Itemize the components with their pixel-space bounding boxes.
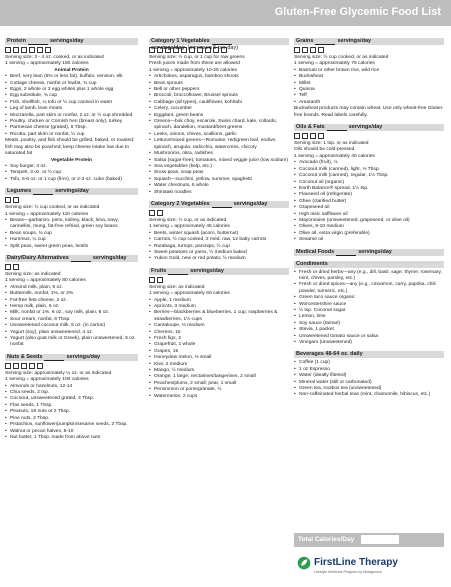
food-item: • Cabbage (all types), cauliflower, kohlrabi	[149, 100, 289, 106]
serving-checkbox[interactable]	[221, 47, 227, 53]
serving-note: Serving size: ½ cup, or as indicated	[149, 217, 227, 223]
food-item: • Nut butter, 1 Tbsp. made from above nuts	[5, 435, 138, 441]
serving-note: Serving size: ½ cup, or 1 cup for raw greens	[149, 55, 245, 60]
serving-note: Meats, poultry, and fish should be grilled, baked, or roasted; fish may also be poached; keep cheese intake low due to saturated fat	[5, 138, 135, 157]
servings-suffix: servings/day	[348, 124, 383, 131]
serving-checkbox[interactable]	[5, 47, 11, 53]
food-item: • Beef, very lean (5% or less fat), buffalo, venison, elk	[5, 74, 138, 80]
serving-checkbox[interactable]	[302, 133, 308, 139]
serving-note: 1 serving = approximately 100 calories	[5, 377, 89, 383]
total-calories-field[interactable]	[361, 535, 399, 544]
food-item: • Coconut milk (canned), regular, 1½ Tbsp.	[294, 173, 444, 179]
section-title: Category 2 Vegetables	[151, 200, 210, 207]
food-list	[149, 74, 289, 196]
food-list	[294, 160, 444, 243]
serving-note: Buckwheat products may contain wheat. Use only wheat-free Gluten-free brands. Read labels carefully.	[294, 106, 444, 118]
serving-note: 1 serving = approximately 40 calories	[294, 153, 375, 159]
servings-suffix: servings/day	[358, 248, 392, 255]
food-item: • Leeks, onions, chives, scallions, garlic	[149, 132, 289, 138]
servings-note: (minimum 5 per day)	[187, 45, 239, 51]
food-item: • Unsweetened coconut milk, 8 oz. (in carton)	[5, 323, 138, 329]
food-item: • Mushrooms, okra, radishes	[149, 151, 289, 157]
serving-checkbox[interactable]	[181, 47, 187, 53]
servings-suffix: servings/day	[233, 200, 268, 207]
serving-checkbox[interactable]	[29, 47, 35, 53]
food-item: • Peanuts, 18 nuts or 2 Tbsp.	[5, 409, 138, 415]
food-item: • Grapeseed oil	[294, 205, 444, 211]
serving-checkbox[interactable]	[205, 47, 211, 53]
food-item: • Fresh or dried spices—any (e.g., cinnamon, curry, paprika, chili powder, turmeric, etc.)	[294, 282, 444, 295]
servings-blank[interactable]	[33, 189, 53, 195]
serving-note: Serving size: approximately ¼ oz. or as indicated	[5, 370, 112, 376]
food-item: • Watermelon, 2 cups	[149, 394, 289, 400]
food-item: • Lettuce/mixed greens—Romaine, red/green leaf, endive, spinach, arugula, radicchio, watercress, chicory	[149, 138, 289, 151]
section-heading	[294, 261, 444, 268]
food-item: • Eggs, 2 whole or 3 egg whites plus 1 whole egg	[5, 87, 138, 93]
food-item: • Peaches/plums, 2 small; pear, 1 small	[149, 381, 289, 387]
servings-suffix: servings/day	[190, 267, 224, 274]
section-title: Beverages 48-64 oz. daily	[296, 351, 363, 358]
serving-checkbox[interactable]	[5, 264, 11, 270]
page-header	[0, 0, 451, 26]
servings-blank[interactable]	[28, 39, 48, 45]
section-heading	[149, 201, 289, 208]
food-item: • Almonds or hazelnuts, 12-14	[5, 384, 138, 390]
serving-checkbox[interactable]	[197, 47, 203, 53]
food-list	[5, 74, 138, 138]
section-title: Nuts & Seeds	[7, 353, 43, 360]
section-title: Grains	[296, 38, 314, 44]
section-category-2-vegetables	[149, 201, 289, 263]
food-item: • Salsa (sugar-free), tomatoes, mixed veggie juice (low sodium)	[149, 158, 289, 164]
food-item: • Sweet potatoes or yams, ½ medium baked	[149, 250, 289, 256]
serving-checkbox[interactable]	[294, 47, 300, 53]
serving-checkbox[interactable]	[294, 133, 300, 139]
food-item: • Beets, winter squash (acorn, butternut)	[149, 231, 289, 237]
servings-suffix: servings/day	[92, 254, 127, 261]
food-item: • Persimmon or pomegranate, ½	[149, 387, 289, 393]
food-item: • Basmati or other brown rice, wild rice	[294, 68, 444, 74]
serving-checkbox[interactable]	[5, 363, 11, 369]
serving-checkbox[interactable]	[13, 363, 19, 369]
food-item: • Lemon, lime	[294, 314, 444, 320]
servings-suffix: servings/day	[151, 45, 185, 51]
food-item: • Cantaloupe, ⅓ medium	[149, 323, 289, 329]
serving-note: 1 serving = approximately 150 calories	[5, 61, 89, 67]
food-list	[149, 298, 289, 401]
food-item: • Vinegars (unsweetened)	[294, 340, 444, 346]
servings-suffix: servings/day	[66, 353, 101, 360]
food-item: • Coconut milk (canned), light, ⅓ Tbsp.	[294, 167, 444, 173]
food-item: • Coconut oil (organic)	[294, 180, 444, 186]
food-item: • Cherries, 15	[149, 330, 289, 336]
food-item: • Pine nuts, 2 Tbsp.	[5, 416, 138, 422]
brand-tagline: Lifestyle Medicine Program by Metagenics	[314, 570, 382, 574]
column-3	[294, 38, 444, 404]
food-item: • Millet	[294, 81, 444, 87]
serving-checkbox[interactable]	[37, 47, 43, 53]
food-item: • Flax seeds, 1 Tbsp.	[5, 403, 138, 409]
food-item: • Green tea, rooibos tea (unsweetened)	[294, 386, 444, 392]
food-item: • Mineral water (still or carbonated)	[294, 380, 444, 386]
food-item: • Olives, 8-10 medium	[294, 224, 444, 230]
food-list	[5, 285, 138, 349]
section-title: Category 1 Vegetables	[151, 38, 210, 44]
serving-note: 1 serving = approximately 45 calories	[149, 224, 230, 230]
section-heading	[149, 268, 289, 275]
food-item: • Shirataki noodles	[149, 190, 289, 196]
food-item: • Milk, nonfat or 1%, 6 oz., soy milk, plain, 8 oz.	[5, 310, 138, 316]
column-1	[5, 38, 138, 446]
food-item: • Orange, 1 large; nectarines/tangerines, 2 small	[149, 374, 289, 380]
food-item: • Squash—zucchini, yellow, summer, spaghetti	[149, 177, 289, 183]
subheading: Animal Protein	[54, 67, 89, 73]
food-item: • Unsweetened tomato sauce or salsa	[294, 334, 444, 340]
brand-name: FirstLine Therapy	[314, 557, 398, 568]
food-item: • High oleic safflower oil	[294, 212, 444, 218]
food-list	[294, 270, 444, 347]
serving-note: Serving size: as indicated	[149, 284, 205, 290]
serving-note: 1 serving = approximately 80 calories	[5, 278, 86, 284]
food-item: • Fresh figs, 2	[149, 336, 289, 342]
servings-suffix: servings/day	[55, 188, 89, 195]
food-item: • Buckwheat	[294, 74, 444, 80]
subheading: Vegetable Protein	[50, 157, 93, 163]
serving-note: Serving size: 1 tsp. or as indicated	[294, 141, 369, 147]
section-heading	[5, 38, 138, 45]
serving-checkbox[interactable]	[189, 47, 195, 53]
food-item: • Mayonnaise (unsweetened, grapeseed, or olive oil)	[294, 218, 444, 224]
serving-checkboxes	[5, 363, 138, 369]
food-item: • Flaxseed oil (refrigerate)	[294, 192, 444, 198]
food-item: • Fish, shellfish, ¼ tofu or ½ cup canned in water	[5, 100, 138, 106]
food-item: • Fat-free feta cheese, 2 oz.	[5, 298, 138, 304]
serving-note: Oils should be cold-pressed	[294, 147, 355, 153]
food-item: • Coconut, unsweetened grated, 3 Tbsp.	[5, 396, 138, 402]
serving-checkboxes	[149, 277, 289, 283]
serving-note: Fresh juices made from these are allowed	[149, 61, 240, 67]
section-heading	[5, 354, 138, 361]
food-item: • Water chestnuts, 5 whole	[149, 183, 289, 189]
food-item: • Avocado (fruit), ⅛	[294, 160, 444, 166]
serving-checkboxes	[294, 47, 444, 53]
serving-checkbox[interactable]	[173, 47, 179, 53]
section-heading	[149, 38, 289, 51]
section-condiments	[294, 261, 444, 347]
serving-checkbox[interactable]	[318, 47, 324, 53]
serving-note: 1 serving = approximately 10-25 calories	[149, 67, 237, 73]
food-item: • Hemp milk, plain, 6 oz.	[5, 304, 138, 310]
food-item: • Almond milk, plain, 8 oz.	[5, 285, 138, 291]
section-legumes	[5, 188, 138, 250]
food-list	[5, 164, 138, 183]
food-item: • Sea vegetables (kelp, etc.)	[149, 164, 289, 170]
serving-note: 1 serving = approximately 110 calories	[5, 211, 89, 217]
serving-checkbox[interactable]	[149, 277, 155, 283]
food-item: • Amaranth	[294, 100, 444, 106]
section-title: Legumes	[7, 188, 32, 195]
serving-checkbox[interactable]	[157, 210, 163, 216]
section-heading	[294, 38, 444, 45]
food-item: • Green taco sauce organic	[294, 295, 444, 301]
servings-blank[interactable]	[315, 39, 335, 45]
section-heading	[294, 351, 444, 358]
food-item: • Chia seeds, 2 tsp.	[5, 390, 138, 396]
food-item: • Artichokes, asparagus, bamboo shoots	[149, 74, 289, 80]
food-item: • ½ tsp. Coconut sugar	[294, 308, 444, 314]
food-item: • Water (ideally filtered)	[294, 373, 444, 379]
food-item: • Ghee (clarified butter)	[294, 199, 444, 205]
serving-checkboxes	[5, 264, 138, 270]
food-list	[294, 360, 444, 398]
serving-checkbox[interactable]	[13, 197, 19, 203]
food-item: • Soy sauce (tamari)	[294, 321, 444, 327]
section-title: Medical Foods	[296, 248, 335, 255]
serving-checkbox[interactable]	[21, 363, 27, 369]
food-item: • Stevia, 1 packet	[294, 327, 444, 333]
food-item: • Bell or other peppers	[149, 87, 289, 93]
food-item: • Mango, ½ medium	[149, 368, 289, 374]
food-item: • Worcestershire sauce	[294, 302, 444, 308]
servings-suffix: servings/day	[49, 38, 84, 44]
section-protein	[5, 38, 138, 183]
section-dairy-dairy-alternatives	[5, 255, 138, 349]
serving-checkbox[interactable]	[157, 47, 163, 53]
serving-checkbox[interactable]	[213, 47, 219, 53]
food-item: • Earth Balance® spread, 1½ tsp.	[294, 186, 444, 192]
serving-checkbox[interactable]	[29, 363, 35, 369]
serving-note: Serving size: 3 - 4 oz. cooked, or as indicated	[5, 55, 104, 60]
serving-checkboxes	[294, 133, 444, 139]
food-item: • Rutabaga, turnips, parsnips, ½ cup	[149, 244, 289, 250]
section-heading	[5, 188, 138, 195]
servings-blank[interactable]	[168, 269, 188, 275]
food-item: • Grapes, 15	[149, 349, 289, 355]
section-heading	[5, 255, 138, 262]
food-item: • Bean soups, ¾ cup	[5, 231, 138, 237]
serving-checkbox[interactable]	[13, 264, 19, 270]
section-title: Protein	[7, 38, 26, 44]
serving-checkbox[interactable]	[149, 210, 155, 216]
food-item: • Greens—bok choy, escarole, Swiss chard, kale, collards, spinach, dandelion, mustard/beet greens	[149, 119, 289, 132]
food-item: • Beans—garbanzo, pinto, kidney, black, lima, navy, cannellini, mung, fat-free refried, green soy beans	[5, 218, 138, 231]
servings-blank[interactable]	[327, 125, 347, 131]
food-item: • Tofu, 5-6 oz. or 1 cup (firm), or 2-3 oz. cube (baked)	[5, 177, 138, 183]
serving-note: 1 serving = approximately 75 calories	[294, 61, 375, 67]
section-beverages-48-64-oz-daily	[294, 351, 444, 398]
food-item: • Apricots, 3 medium	[149, 304, 289, 310]
food-item: • Bean sprouts	[149, 81, 289, 87]
serving-checkbox[interactable]	[5, 197, 11, 203]
servings-blank[interactable]	[71, 256, 91, 262]
section-fruits	[149, 268, 289, 400]
serving-note: Serving size: ½ cup cooked, or as indicated	[294, 55, 389, 60]
food-item: • Olive oil, extra virgin (preferable)	[294, 231, 444, 237]
serving-checkbox[interactable]	[45, 47, 51, 53]
section-medical-foods	[294, 249, 444, 256]
food-item: • Parmesan cheese (grated), 6 Tbsp.	[5, 125, 138, 131]
food-item: • Apple, 1 medium	[149, 298, 289, 304]
food-item: • Honeydew melon, ⅓ small	[149, 355, 289, 361]
brand-logo	[294, 553, 444, 581]
serving-checkbox[interactable]	[149, 47, 155, 53]
section-heading	[294, 249, 444, 256]
food-item: • Eggplant, green beans	[149, 113, 289, 119]
serving-checkbox[interactable]	[310, 47, 316, 53]
serving-note: Serving size: ½ cup cooked, or as indicated	[5, 205, 100, 211]
food-item: • Snow peas, snap peas	[149, 170, 289, 176]
food-list	[294, 68, 444, 106]
food-item: • Sesame oil	[294, 237, 444, 243]
serving-checkbox[interactable]	[165, 47, 171, 53]
section-nuts-seeds	[5, 354, 138, 441]
total-calories-label: Total Calories/Day	[298, 536, 355, 543]
serving-checkboxes	[149, 210, 289, 216]
page-title: Gluten-Free Glycemic Food List	[274, 6, 441, 18]
food-item: • Kiwi, 2 medium	[149, 362, 289, 368]
food-list	[149, 231, 289, 263]
serving-checkbox[interactable]	[21, 47, 27, 53]
section-category-1-vegetables	[149, 38, 289, 196]
food-item: • Teff	[294, 93, 444, 99]
section-title: Fruits	[151, 267, 167, 274]
food-item: • Yogurt (soy), plain unsweetened, 4 oz.	[5, 330, 138, 336]
food-item: • Fresh or dried herbs—any (e.g., dill, basil, sage, thyme, rosemary, mint, chives, parsley, etc.)	[294, 270, 444, 283]
food-item: • Carrots, ½ cup cooked, 2 med. raw, 12 baby carrots	[149, 237, 289, 243]
food-item: • Yogurt (also goat milk or Greek), plain unsweetened, 6 oz. nonfat	[5, 336, 138, 349]
column-2	[149, 38, 289, 405]
food-item: • 1 oz Espresso	[294, 367, 444, 373]
serving-checkbox[interactable]	[13, 47, 19, 53]
food-item: • Berries—blackberries & blueberries, 1 cup; raspberries & strawberries, 1½ cups	[149, 310, 289, 323]
section-title: Dairy/Dairy Alternatives	[7, 254, 69, 261]
food-item: • Grapefruit, 1 whole	[149, 342, 289, 348]
food-item: • Broccoli, broccoflower, Brussel sprouts	[149, 93, 289, 99]
food-item: • Non-caffeinated herbal teas (mint, chamomile, hibiscus, etc.)	[294, 392, 444, 398]
food-item: • Ricotta, part skim or nonfat, ½ cup	[5, 132, 138, 138]
serving-checkbox[interactable]	[302, 47, 308, 53]
serving-checkboxes	[149, 47, 289, 53]
serving-checkboxes	[5, 197, 138, 203]
food-item: • Buttermilk, nonfat, 1%, or 2%	[5, 291, 138, 297]
serving-note: 1 serving = approximately 60 calories	[149, 291, 230, 297]
food-item: • Poultry, chicken or Cornish hen (breast only), turkey	[5, 119, 138, 125]
section-title: Condiments	[296, 260, 328, 267]
food-item: • Mozzarella, part skim or nonfat, 2 oz. or ½ cup shredded	[5, 113, 138, 119]
food-list	[5, 218, 138, 250]
servings-blank[interactable]	[212, 202, 232, 208]
food-item: • Tempeh, 3 oz. or ½ cup	[5, 170, 138, 176]
serving-checkbox[interactable]	[157, 277, 163, 283]
servings-blank[interactable]	[336, 250, 356, 256]
servings-blank[interactable]	[44, 355, 64, 361]
total-calories-bar	[294, 533, 444, 547]
food-list	[5, 384, 138, 442]
serving-checkbox[interactable]	[318, 133, 324, 139]
food-item: • Leg of lamb, lean meats	[5, 106, 138, 112]
serving-note: Serving size: as indicated	[5, 271, 61, 277]
serving-checkbox[interactable]	[37, 363, 43, 369]
food-item: • Yukon Gold, new or red potato, ½ medium	[149, 256, 289, 262]
serving-checkboxes	[5, 47, 138, 53]
section-title: Oils & Fats	[296, 124, 325, 131]
food-item: • Split peas, sweet green peas, lentils	[5, 244, 138, 250]
food-item: • Pistachios, sunflower/pumpkin/sesame seeds, 2 Tbsp.	[5, 422, 138, 428]
serving-checkbox[interactable]	[310, 133, 316, 139]
food-item: • Quinoa	[294, 87, 444, 93]
food-item: • Walnut or pecan halves, 8-10	[5, 429, 138, 435]
food-item: • Soy burger, 4 oz.	[5, 164, 138, 170]
section-grains	[294, 38, 444, 119]
food-item: • Celery, cucumber	[149, 106, 289, 112]
food-item: • Sour cream, nonfat, 6 Tbsp.	[5, 317, 138, 323]
food-item: • Coffee (1 cup)	[294, 360, 444, 366]
food-item: • Hummus, ¼ cup	[5, 237, 138, 243]
section-heading	[294, 124, 444, 131]
leaf-logo-icon	[297, 556, 311, 570]
food-item: • Cottage cheese, nonfat or lowfat, ¾ cup	[5, 81, 138, 87]
servings-suffix: servings/day	[337, 38, 372, 44]
section-oils-fats	[294, 124, 444, 244]
food-item: • Egg substitute, ¾ cup	[5, 93, 138, 99]
